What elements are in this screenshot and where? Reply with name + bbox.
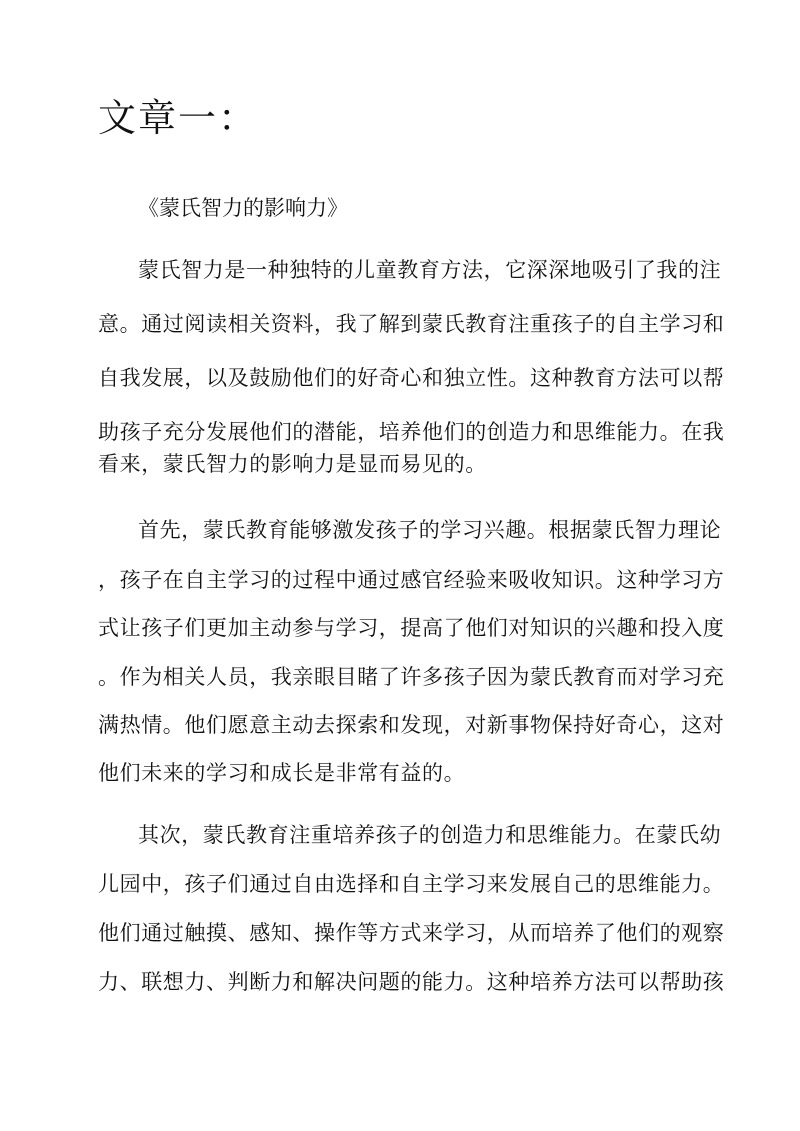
paragraph-2-line-2: ，孩子在自主学习的过程中通过感官经验来吸收知识。这种学习方 <box>98 568 725 592</box>
paragraph-2-line-6: 他们未来的学习和成长是非常有益的。 <box>98 761 466 785</box>
paragraph-2-line-5: 满热情。他们愿意主动去探索和发现，对新事物保持好奇心，这对 <box>98 713 725 737</box>
paragraph-3-line-2: 儿园中，孩子们通过自由选择和自主学习来发展自己的思维能力。 <box>98 872 725 896</box>
paragraph-1-line-2: 意。通过阅读相关资料，我了解到蒙氏教育注重孩子的自主学习和 <box>98 312 725 336</box>
paragraph-3-line-1: 其次，蒙氏教育注重培养孩子的创造力和思维能力。在蒙氏幼 <box>138 823 722 847</box>
paragraph-3-line-4: 力、联想力、判断力和解决问题的能力。这种培养方法可以帮助孩 <box>98 970 725 994</box>
paragraph-1-line-4: 助孩子充分发展他们的潜能，培养他们的创造力和思维能力。在我 <box>98 420 725 444</box>
paragraph-1-line-5: 看来，蒙氏智力的影响力是显而易见的。 <box>98 452 487 476</box>
paragraph-1-line-1: 蒙氏智力是一种独特的儿童教育方法，它深深地吸引了我的注 <box>138 258 722 282</box>
paragraph-3-line-3: 他们通过触摸、感知、操作等方式来学习，从而培养了他们的观察 <box>98 921 725 945</box>
page-heading: 文章一： <box>98 96 259 140</box>
paragraph-1-line-3: 自我发展，以及鼓励他们的好奇心和独立性。这种教育方法可以帮 <box>98 366 725 390</box>
paragraph-2-line-4: 。作为相关人员，我亲眼目睹了许多孩子因为蒙氏教育而对学习充 <box>98 665 725 689</box>
paragraph-2-line-1: 首先，蒙氏教育能够激发孩子的学习兴趣。根据蒙氏智力理论 <box>138 518 722 542</box>
article-title: 《蒙氏智力的影响力》 <box>138 196 348 220</box>
paragraph-2-line-3: 式让孩子们更加主动参与学习，提高了他们对知识的兴趣和投入度 <box>98 616 725 640</box>
